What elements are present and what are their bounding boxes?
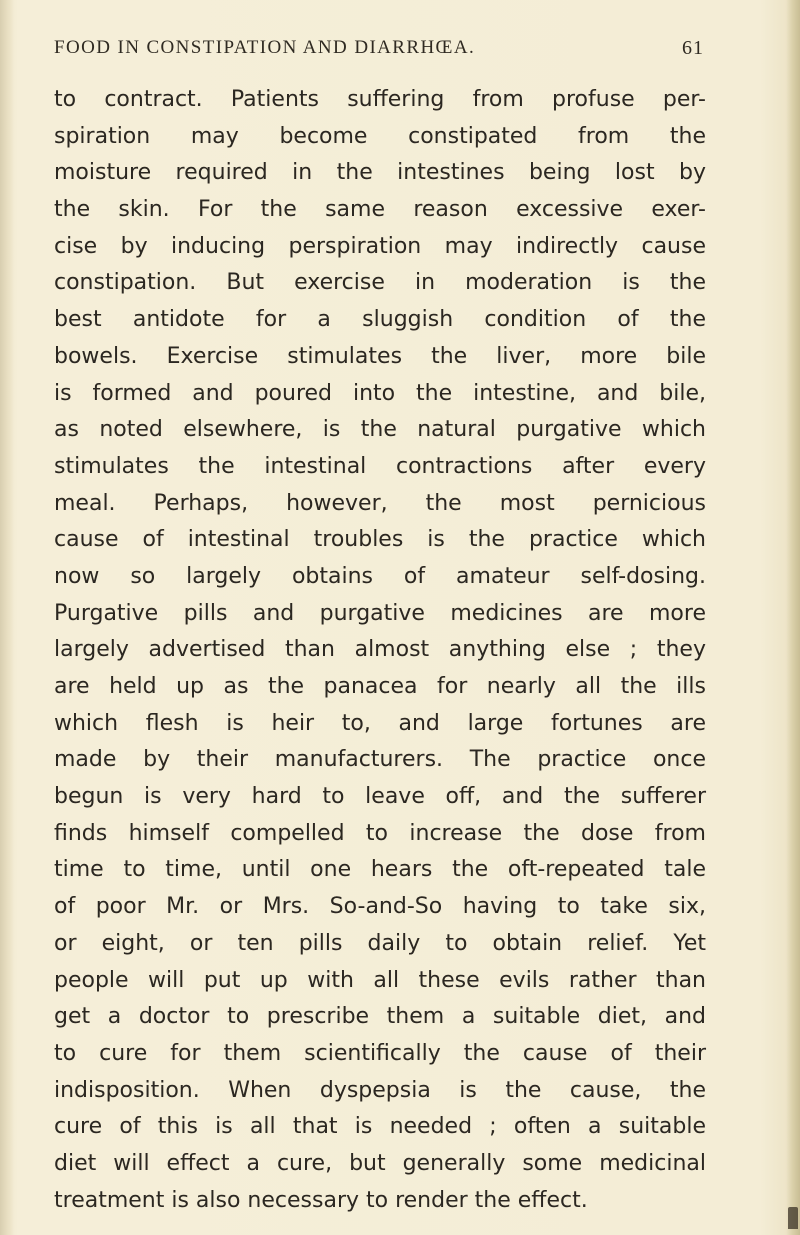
text-line: are held up as the panacea for nearly all the ills — [54, 674, 706, 699]
text-line: cause of intestinal troubles is the practice which — [54, 527, 706, 553]
text-line: as noted elsewhere, is the natural purgative which — [54, 417, 706, 443]
text-line: people will put up with all these evils rather than — [54, 967, 706, 993]
text-line: cure of this is all that is needed ; often a suitable — [54, 1114, 706, 1140]
page-edge-right — [786, 0, 800, 1235]
text-line: finds himself compelled to increase the dose from — [54, 820, 706, 846]
text-line: the skin. For the same reason excessive exer- — [54, 197, 706, 223]
text-line: or eight, or ten pills daily to obtain relief. Yet — [54, 930, 706, 956]
text-line: get a doctor to prescribe them a suitable diet, and — [54, 1004, 706, 1030]
text-line: diet will effect a cure, but generally some medicinal — [54, 1150, 706, 1176]
page-header — [54, 35, 704, 61]
text-line: largely advertised than almost anything else ; they — [54, 637, 706, 663]
body-text — [54, 82, 706, 1219]
page-number: 61 — [682, 36, 704, 59]
text-line: which flesh is heir to, and large fortunes are — [54, 710, 706, 736]
text-line: now so largely obtains of amateur self-dosing. — [54, 563, 706, 589]
text-line: bowels. Exercise stimulates the liver, more bile — [54, 343, 706, 369]
text-line: time to time, until one hears the oft-repeated tale — [54, 857, 706, 883]
running-title: FOOD IN CONSTIPATION AND DIARRHŒA. — [54, 37, 476, 58]
text-line: stimulates the intestinal contractions after every — [54, 453, 706, 479]
page-gutter-left — [0, 0, 14, 1235]
text-line: made by their manufacturers. The practice once — [54, 747, 706, 773]
text-line: is formed and poured into the intestine, and bile, — [54, 380, 706, 406]
text-line: cise by inducing perspiration may indirectly cause — [54, 233, 706, 259]
text-line: to contract. Patients suffering from profuse per- — [54, 87, 706, 112]
text-line: constipation. But exercise in moderation is the — [54, 270, 706, 296]
text-line: meal. Perhaps, however, the most pernicious — [54, 490, 706, 516]
text-line: to cure for them scientifically the cause of their — [54, 1040, 706, 1066]
text-line: spiration may become constipated from the — [54, 123, 706, 149]
text-line: of poor Mr. or Mrs. So-and-So having to take six, — [54, 894, 706, 920]
text-line: Purgative pills and purgative medicines are more — [54, 600, 706, 626]
text-line: begun is very hard to leave off, and the sufferer — [54, 784, 706, 810]
page-edge-mark — [788, 1207, 798, 1229]
text-line: moisture required in the intestines being lost by — [54, 160, 706, 186]
text-line: treatment is also necessary to render the effect. — [54, 1187, 588, 1213]
text-line: indisposition. When dyspepsia is the cause, the — [54, 1077, 706, 1103]
text-line: best antidote for a sluggish condition of the — [54, 307, 706, 333]
